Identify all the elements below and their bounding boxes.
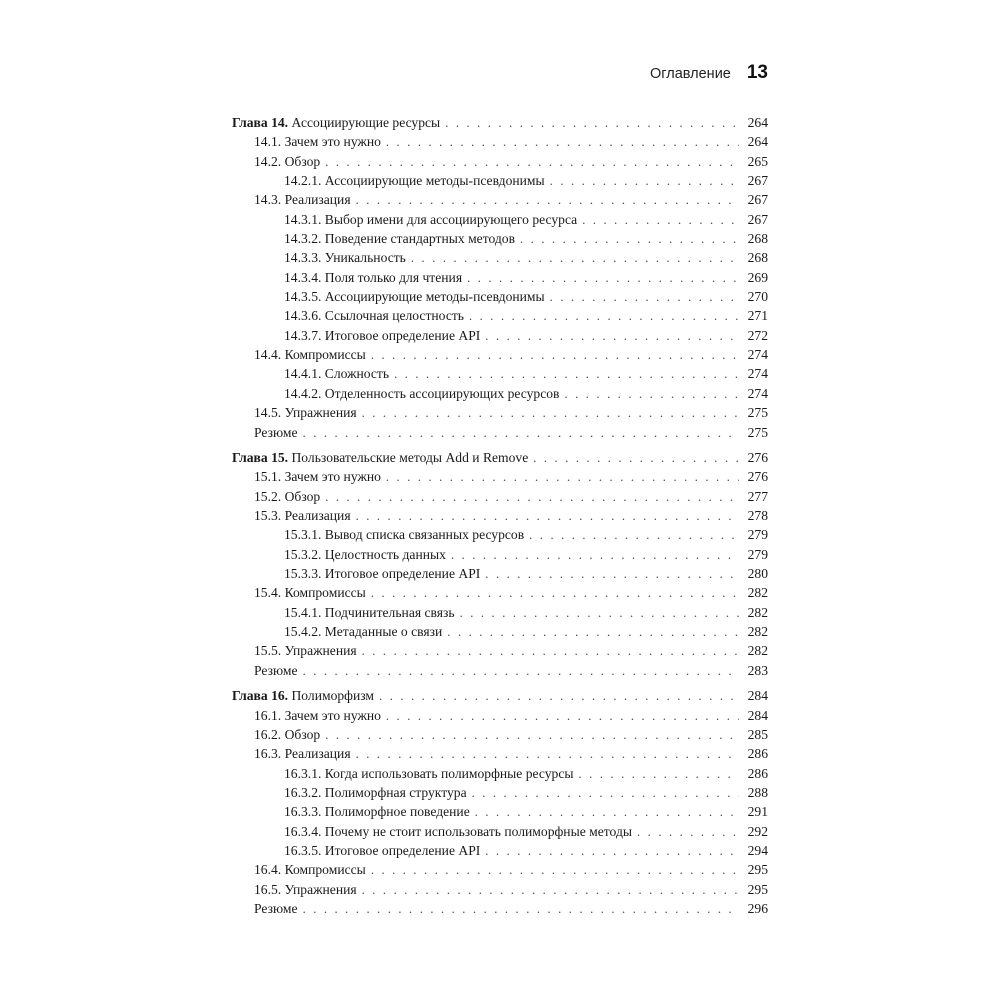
dot-leader	[550, 288, 739, 307]
toc-page-number: 286	[747, 765, 768, 781]
toc-page-number: 269	[747, 269, 768, 285]
toc-subsection-entry	[232, 525, 768, 544]
toc-page-number: 283	[747, 662, 768, 678]
dot-leader	[475, 803, 739, 822]
toc-page-number: 284	[747, 688, 768, 704]
toc-entry-label	[254, 744, 351, 763]
toc-page-number: 280	[747, 566, 768, 582]
toc-subsection-entry	[232, 210, 768, 229]
dot-leader	[371, 346, 739, 365]
toc-entry-title: 14.4. Компромиссы	[254, 347, 366, 363]
dot-leader	[550, 172, 739, 191]
toc-entry-label	[254, 152, 320, 171]
toc-entry-label	[284, 545, 446, 564]
toc-entry-title: 14.3. Реализация	[254, 192, 351, 208]
toc-entry-title: 15.3.1. Вывод списка связанных ресурсов	[284, 527, 525, 543]
toc-chapter-entry	[232, 686, 768, 705]
toc-entry-title: 15.3. Реализация	[254, 508, 351, 524]
toc-subsection-entry	[232, 229, 768, 248]
dot-leader	[356, 507, 739, 526]
dot-leader	[564, 385, 739, 404]
toc-entry-label	[254, 899, 298, 918]
dot-leader	[447, 623, 739, 642]
toc-page-number: 282	[747, 585, 768, 601]
toc-section-entry	[232, 661, 768, 680]
dot-leader	[460, 604, 739, 623]
page-number: 13	[746, 62, 768, 83]
toc-entry-title: 14.3.3. Уникальность	[284, 250, 406, 266]
toc-entry-title: 14.3.5. Ассоциирующие методы-псевдонимы	[284, 289, 545, 305]
toc-chapter-entry	[232, 113, 768, 132]
toc-entry-label	[284, 287, 545, 306]
toc-entry-title: 14.3.1. Выбор имени для ассоциирующего ресурса	[284, 211, 578, 227]
toc-entry-label	[284, 248, 406, 267]
toc-entry-title: Резюме	[254, 662, 298, 678]
dot-leader	[579, 765, 739, 784]
dot-leader	[394, 365, 739, 384]
toc-entry-label	[254, 487, 320, 506]
toc-page-number: 277	[747, 488, 768, 504]
toc-entry-title: 14.4.1. Сложность	[284, 366, 390, 382]
toc-entry-label	[232, 686, 374, 705]
dot-leader	[325, 153, 739, 172]
dot-leader	[469, 307, 739, 326]
toc-entry-label	[254, 880, 357, 899]
toc-page-number: 274	[747, 347, 768, 363]
toc-entry-title: 16.1. Зачем это нужно	[254, 707, 381, 723]
toc-subsection-entry	[232, 248, 768, 267]
toc-entry-title: 14.2. Обзор	[254, 153, 321, 169]
toc-entry-label	[284, 783, 467, 802]
toc-entry-label	[254, 403, 357, 422]
toc-entry-label	[284, 822, 632, 841]
toc-entry-label	[284, 802, 470, 821]
toc-page-number: 292	[747, 823, 768, 839]
dot-leader	[533, 449, 739, 468]
toc-entry-title: 14.1. Зачем это нужно	[254, 134, 381, 150]
toc-entry-title: 15.1. Зачем это нужно	[254, 469, 381, 485]
toc-entry-label	[254, 583, 366, 602]
toc-section-entry	[232, 345, 768, 364]
toc-entry-label	[254, 467, 381, 486]
toc-section-entry	[232, 744, 768, 763]
toc-entry-title: 14.3.6. Ссылочная целостность	[284, 308, 464, 324]
toc-entry-label	[284, 229, 515, 248]
toc-entry-title: 14.2.1. Ассоциирующие методы-псевдонимы	[284, 173, 545, 189]
toc-subsection-entry	[232, 603, 768, 622]
toc-entry-title: 15.4. Компромиссы	[254, 585, 366, 601]
toc-subsection-entry	[232, 326, 768, 345]
toc-section-entry	[232, 899, 768, 918]
dot-leader	[386, 707, 739, 726]
toc-entry-label	[254, 423, 298, 442]
toc-entry-label	[284, 603, 455, 622]
toc-subsection-entry	[232, 822, 768, 841]
toc-entry-label	[232, 448, 528, 467]
dot-leader	[467, 269, 739, 288]
dot-leader	[485, 565, 739, 584]
toc-chapter-entry	[232, 448, 768, 467]
table-of-contents	[232, 113, 768, 918]
toc-chapter-number: Глава 15.	[232, 450, 289, 466]
dot-leader	[325, 726, 739, 745]
dot-leader	[386, 468, 739, 487]
toc-section-entry	[232, 467, 768, 486]
toc-section-entry	[232, 706, 768, 725]
toc-entry-title: 16.4. Компромиссы	[254, 862, 366, 878]
toc-section-entry	[232, 860, 768, 879]
toc-section-entry	[232, 880, 768, 899]
toc-page-number: 279	[747, 527, 768, 543]
toc-page-number: 264	[747, 134, 768, 150]
toc-entry-title: Полиморфизм	[291, 688, 375, 704]
toc-subsection-entry	[232, 783, 768, 802]
toc-entry-title: 14.3.4. Поля только для чтения	[284, 269, 463, 285]
toc-subsection-entry	[232, 802, 768, 821]
toc-entry-title: 14.3.2. Поведение стандартных методов	[284, 231, 516, 247]
toc-subsection-entry	[232, 384, 768, 403]
running-header	[232, 62, 768, 88]
toc-page-number: 284	[747, 707, 768, 723]
toc-chapter-number: Глава 14.	[232, 115, 289, 130]
toc-entry-title: Ассоциирующие ресурсы	[291, 115, 441, 130]
toc-page-number: 270	[747, 289, 768, 305]
toc-entry-label	[284, 564, 480, 583]
toc-page-number: 268	[747, 231, 768, 247]
toc-entry-title: 15.5. Упражнения	[254, 643, 357, 659]
toc-subsection-entry	[232, 545, 768, 564]
toc-page-number: 279	[747, 546, 768, 562]
toc-page-number: 267	[747, 211, 768, 227]
dot-leader	[485, 842, 739, 861]
toc-section-entry	[232, 152, 768, 171]
toc-page-number: 296	[747, 901, 768, 917]
dot-leader	[472, 784, 739, 803]
toc-page-number: 282	[747, 604, 768, 620]
toc-entry-title: Пользовательские методы Add и Remove	[291, 450, 529, 466]
toc-page-number: 274	[747, 366, 768, 382]
toc-entry-title: 16.5. Упражнения	[254, 881, 357, 897]
toc-entry-title: 14.4.2. Отделенность ассоциирующих ресурсов	[284, 385, 560, 401]
toc-entry-title: 16.2. Обзор	[254, 727, 321, 743]
toc-section-entry	[232, 487, 768, 506]
toc-section-entry	[232, 725, 768, 744]
toc-section-entry	[232, 403, 768, 422]
toc-section-entry	[232, 583, 768, 602]
toc-entry-label	[254, 132, 381, 151]
dot-leader	[520, 230, 739, 249]
dot-leader	[325, 488, 739, 507]
toc-entry-label	[284, 764, 574, 783]
dot-leader	[371, 861, 739, 880]
toc-page-number: 282	[747, 643, 768, 659]
toc-section-entry	[232, 423, 768, 442]
dot-leader	[362, 881, 739, 900]
toc-subsection-entry	[232, 564, 768, 583]
toc-page-number: 286	[747, 746, 768, 762]
toc-entry-label	[254, 190, 351, 209]
toc-page-number: 274	[747, 385, 768, 401]
toc-entry-label	[284, 841, 480, 860]
dot-leader	[529, 526, 739, 545]
toc-subsection-entry	[232, 622, 768, 641]
toc-page-number: 271	[747, 308, 768, 324]
dot-leader	[386, 133, 739, 152]
toc-subsection-entry	[232, 171, 768, 190]
toc-page-number: 285	[747, 727, 768, 743]
toc-entry-label	[232, 113, 440, 132]
toc-page-number: 275	[747, 405, 768, 421]
toc-entry-label	[254, 706, 381, 725]
dot-leader	[356, 191, 739, 210]
toc-entry-title: 15.4.2. Метаданные о связи	[284, 624, 443, 640]
dot-leader	[379, 687, 739, 706]
toc-page-number: 295	[747, 862, 768, 878]
toc-page-number: 276	[747, 450, 768, 466]
toc-entry-label	[284, 622, 442, 641]
toc-entry-title: Резюме	[254, 424, 298, 440]
toc-chapter-number: Глава 16.	[232, 688, 289, 704]
toc-entry-title: 14.5. Упражнения	[254, 405, 357, 421]
toc-entry-label	[284, 364, 389, 383]
toc-page-number: 288	[747, 785, 768, 801]
toc-section-entry	[232, 132, 768, 151]
toc-entry-title: 16.3.1. Когда использовать полиморфные ресурсы	[284, 765, 574, 781]
toc-section-entry	[232, 641, 768, 660]
toc-section-entry	[232, 190, 768, 209]
toc-page-number: 291	[747, 804, 768, 820]
toc-subsection-entry	[232, 841, 768, 860]
toc-page-number: 295	[747, 881, 768, 897]
toc-section-entry	[232, 506, 768, 525]
dot-leader	[411, 249, 739, 268]
dot-leader	[371, 584, 739, 603]
toc-page-number: 294	[747, 843, 768, 859]
toc-page-number: 282	[747, 624, 768, 640]
toc-subsection-entry	[232, 764, 768, 783]
dot-leader	[445, 114, 739, 133]
dot-leader	[637, 823, 739, 842]
toc-subsection-entry	[232, 306, 768, 325]
toc-entry-title: Резюме	[254, 901, 298, 917]
toc-entry-label	[254, 860, 366, 879]
toc-entry-title: 16.3.5. Итоговое определение API	[284, 843, 481, 859]
toc-subsection-entry	[232, 364, 768, 383]
toc-entry-label	[254, 506, 351, 525]
toc-entry-label	[284, 210, 577, 229]
dot-leader	[303, 900, 739, 919]
toc-page-number: 267	[747, 192, 768, 208]
toc-entry-label	[284, 268, 462, 287]
toc-page-number: 275	[747, 424, 768, 440]
toc-page-number: 264	[747, 115, 768, 130]
dot-leader	[485, 327, 739, 346]
toc-entry-title: 14.3.7. Итоговое определение API	[284, 327, 481, 343]
toc-page-number: 267	[747, 173, 768, 189]
toc-page-number: 265	[747, 153, 768, 169]
dot-leader	[582, 211, 739, 230]
toc-entry-label	[254, 345, 366, 364]
dot-leader	[451, 546, 739, 565]
toc-entry-label	[284, 384, 559, 403]
toc-entry-label	[284, 306, 464, 325]
toc-subsection-entry	[232, 268, 768, 287]
toc-entry-label	[254, 661, 298, 680]
dot-leader	[362, 642, 739, 661]
toc-entry-label	[284, 326, 480, 345]
toc-entry-label	[254, 725, 320, 744]
toc-entry-title: 15.3.2. Целостность данных	[284, 546, 446, 562]
dot-leader	[303, 662, 739, 681]
toc-entry-label	[284, 525, 524, 544]
toc-page-number: 276	[747, 469, 768, 485]
toc-page-number: 272	[747, 327, 768, 343]
toc-entry-label	[284, 171, 545, 190]
toc-entry-title: 16.3. Реализация	[254, 746, 351, 762]
toc-page-number: 268	[747, 250, 768, 266]
toc-entry-title: 15.4.1. Подчинительная связь	[284, 604, 455, 620]
toc-entry-title: 16.3.3. Полиморфное поведение	[284, 804, 470, 820]
toc-entry-title: 16.3.4. Почему не стоит использовать полиморфные методы	[284, 823, 633, 839]
toc-entry-title: 15.3.3. Итоговое определение API	[284, 566, 481, 582]
toc-entry-label	[254, 641, 357, 660]
toc-entry-title: 16.3.2. Полиморфная структура	[284, 785, 467, 801]
dot-leader	[362, 404, 739, 423]
toc-entry-title: 15.2. Обзор	[254, 488, 321, 504]
toc-page-number: 278	[747, 508, 768, 524]
toc-subsection-entry	[232, 287, 768, 306]
running-header-title: Оглавление	[650, 66, 731, 82]
dot-leader	[356, 745, 739, 764]
dot-leader	[303, 424, 739, 443]
